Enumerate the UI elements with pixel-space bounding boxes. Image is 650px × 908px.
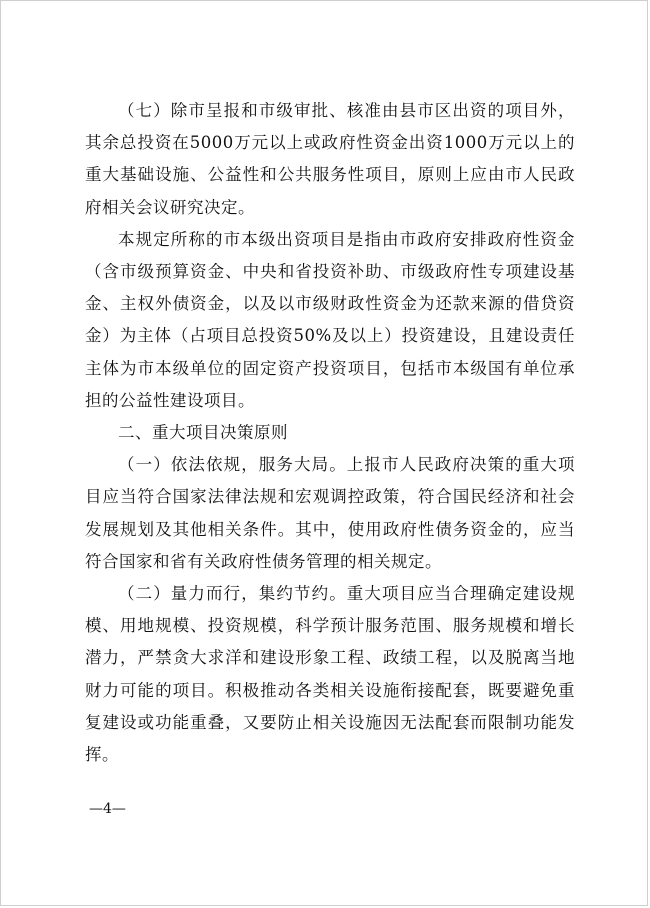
- paragraph-definition: 本规定所称的市本级出资项目是指由市政府安排政府性资金（含市级预算资金、中央和省投资补助、市级政府性专项建设基金、主权外债资金，以及以市级财政性资金为还款来源的借贷资金）为主体（占项目总投资50%及以上）投资建设，且建设责任主体为市本级单位的固定资产投资项目，包括市本级国有单位承担的公益性建设项目。: [85, 229, 575, 410]
- paragraph-principle-2: （二）量力而行，集约节约。重大项目应当合理确定建设规模、用地规模、投资规模，科学预计服务范围、服务规模和增长潜力，严禁贪大求洋和建设形象工程、政绩工程，以及脱离当地财力可能的项目。积极推动各类相关设施衔接配套，既要避免重复建设或功能重叠，又要防止相关设施因无法配套而限制功能发挥。: [85, 584, 575, 765]
- paragraph-principle-1: （一）依法依规，服务大局。上报市人民政府决策的重大项目应当符合国家法律法规和宏观调控政策，符合国民经济和社会发展规划及其他相关条件。其中，使用政府性债务资金的，应当符合国家和省有关政府性债务管理的相关规定。: [85, 455, 575, 571]
- document-body: [85, 95, 575, 771]
- page-number: —4—: [89, 801, 126, 817]
- section-heading: 二、重大项目决策原则: [118, 423, 288, 443]
- paragraph-item-7: （七）除市呈报和市级审批、核准由县市区出资的项目外，其余总投资在5000万元以上或政府性资金出资1000万元以上的重大基础设施、公益性和公共服务性项目，原则上应由市人民政府相关会议研究决定。: [85, 101, 575, 217]
